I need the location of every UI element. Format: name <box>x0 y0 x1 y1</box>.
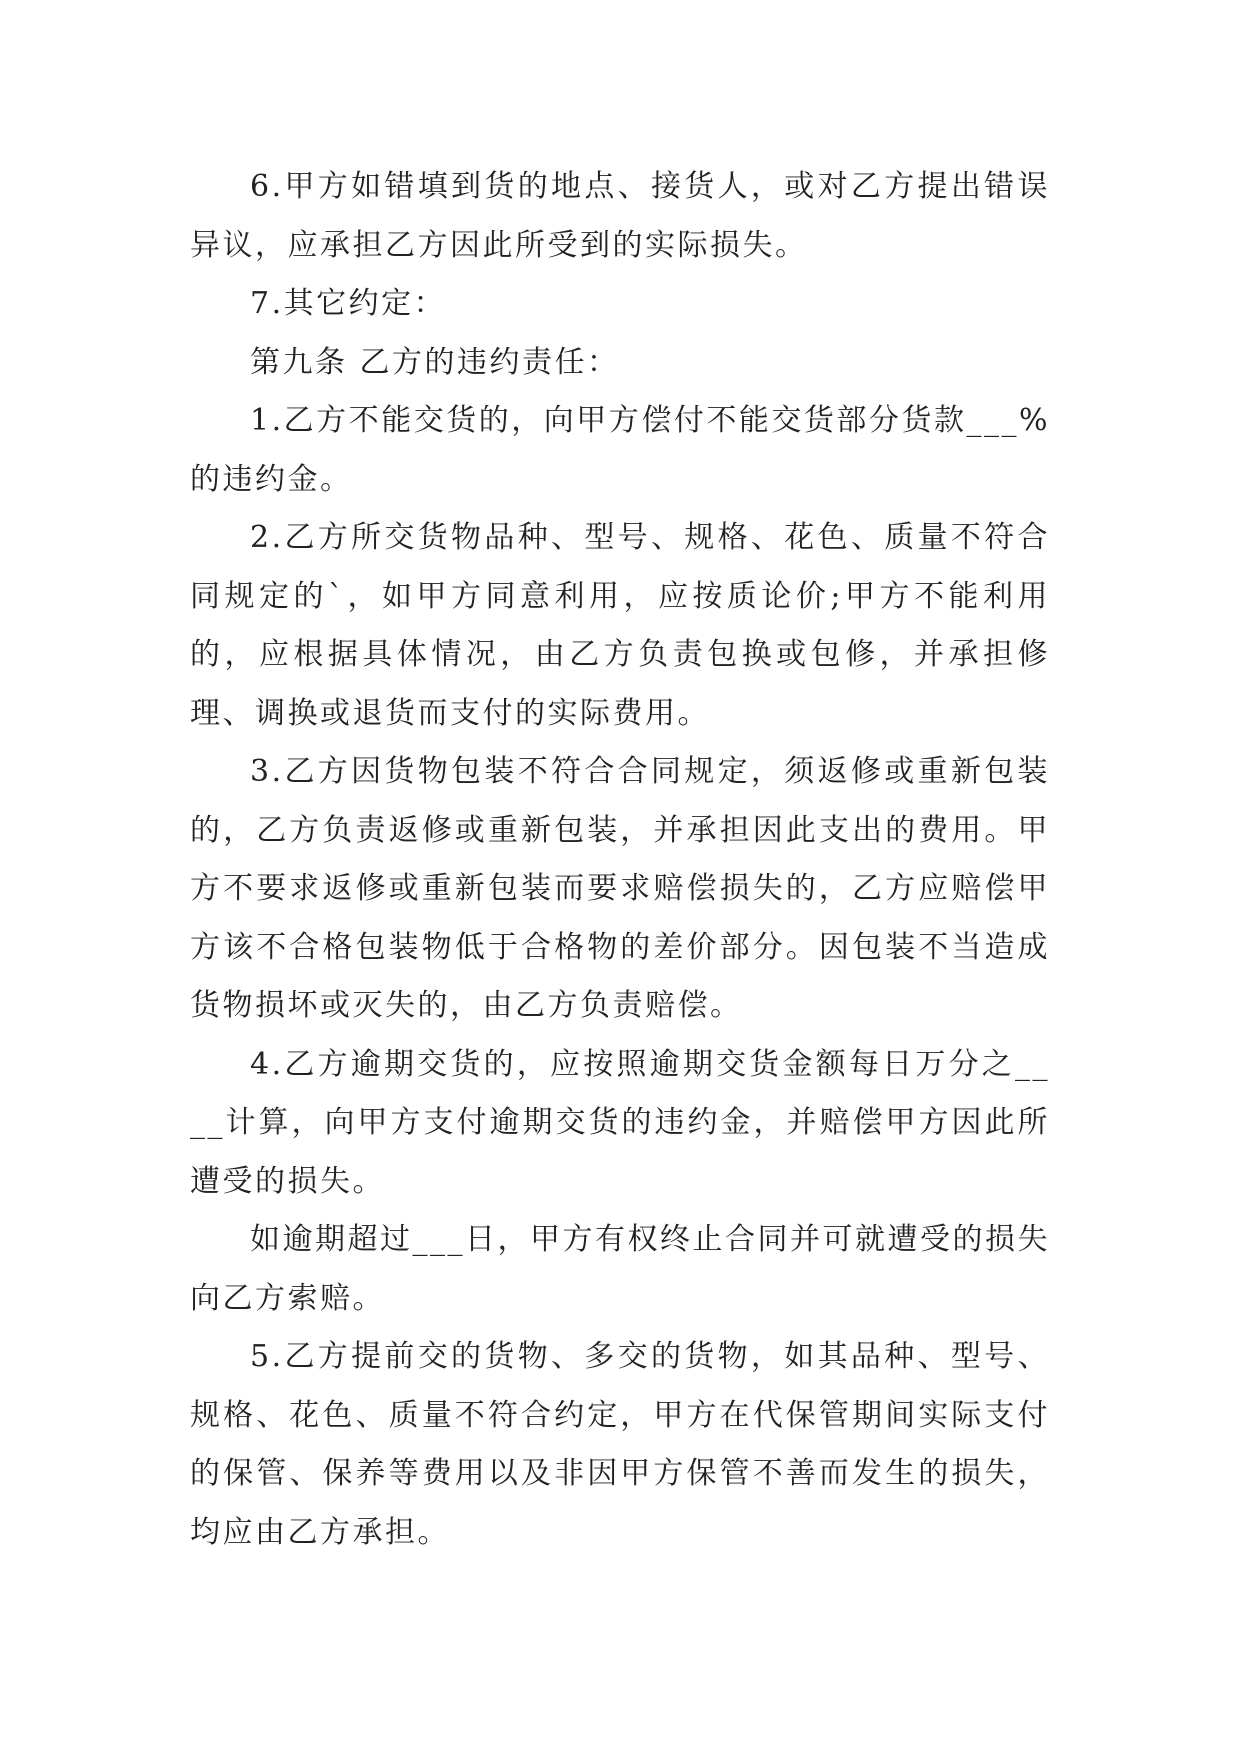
clause-9-item-4: 4.乙方逾期交货的，应按照逾期交货金额每日万分之____计算，向甲方支付逾期交货的违约金，并赔偿甲方因此所遭受的损失。 <box>190 1046 1050 1199</box>
clause-8-item-6: 6.甲方如错填到货的地点、接货人，或对乙方提出错误异议，应承担乙方因此所受到的实际损失。 <box>190 169 1050 263</box>
clause-9-item-5: 5.乙方提前交的货物、多交的货物，如其品种、型号、规格、花色、质量不符合约定，甲方在代保管期间实际支付的保管、保养等费用以及非因甲方保管不善而发生的损失，均应由乙方承担。 <box>190 1339 1050 1550</box>
clause-9-item-4-overdue: 如逾期超过___日，甲方有权终止合同并可就遭受的损失向乙方索赔。 <box>190 1222 1050 1316</box>
clause-9-item-2: 2.乙方所交货物品种、型号、规格、花色、质量不符合同规定的`，如甲方同意利用，应按质论价;甲方不能利用的，应根据具体情况，由乙方负责包换或包修，并承担修理、调换或退货而支付的实际费用。 <box>190 520 1050 731</box>
document-body <box>190 158 1050 1562</box>
clause-9-item-1: 1.乙方不能交货的，向甲方偿付不能交货部分货款___%的违约金。 <box>190 403 1050 497</box>
clause-9-heading: 第九条 乙方的违约责任： <box>250 344 620 380</box>
clause-9-item-3: 3.乙方因货物包装不符合合同规定，须返修或重新包装的，乙方负责返修或重新包装，并承担因此支出的费用。甲方不要求返修或重新包装而要求赔偿损失的，乙方应赔偿甲方该不合格包装物低于合格物的差价部分。因包装不当造成货物损坏或灭失的，由乙方负责赔偿。 <box>190 754 1050 1023</box>
clause-8-item-7: 7.其它约定： <box>250 286 447 321</box>
